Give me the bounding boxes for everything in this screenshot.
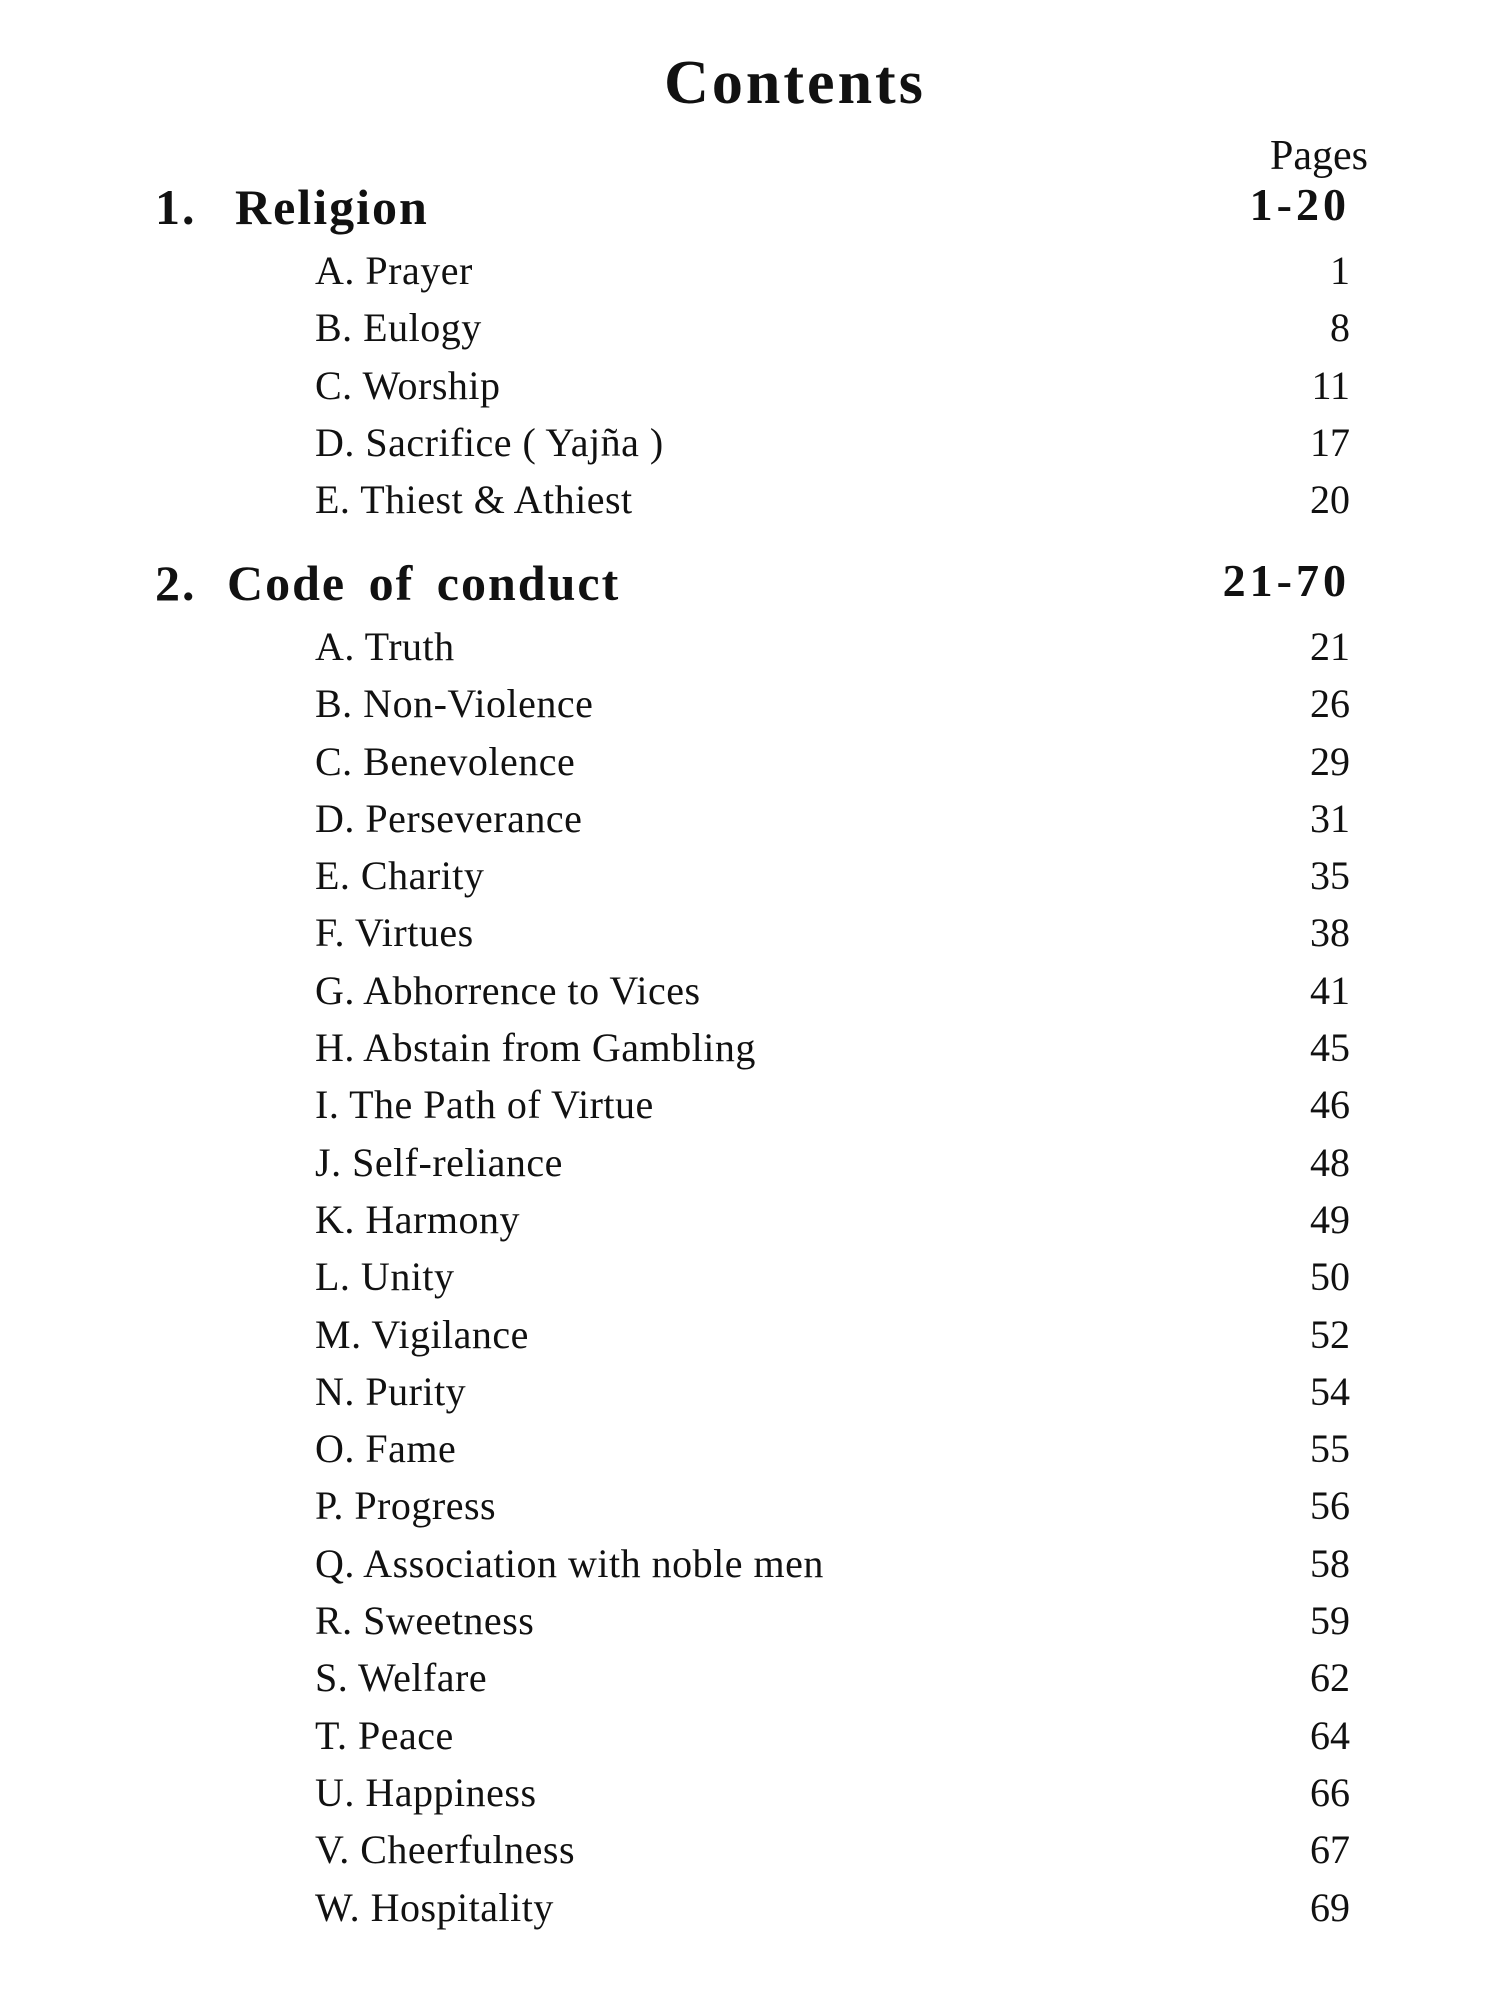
toc-entry: [155, 904, 1350, 961]
toc-entry-label: G. Abhorrence to Vices: [315, 967, 701, 1013]
toc-entry: [155, 1821, 1350, 1878]
toc-entry: [155, 1248, 1350, 1305]
toc-entry: [155, 1019, 1350, 1076]
toc-entry-label: C. Benevolence: [315, 738, 576, 784]
toc-entry-label: D. Sacrifice ( Yajña ): [315, 419, 664, 465]
toc-entry-label: W. Hospitality: [315, 1884, 554, 1930]
toc-entry: [155, 1707, 1350, 1764]
section-code-of-conduct: [155, 554, 1350, 1936]
pages-column-label: Pages: [1270, 133, 1368, 179]
toc-entry-label: I. The Path of Virtue: [315, 1082, 654, 1128]
toc-entry-label: E. Charity: [315, 853, 485, 899]
toc-entry-label: T. Peace: [315, 1712, 454, 1758]
toc-entry: [155, 847, 1350, 904]
toc-entry: [155, 299, 1350, 356]
toc-entry: [155, 1306, 1350, 1363]
toc-entry-label: D. Perseverance: [315, 795, 583, 841]
toc-entry: [155, 1764, 1350, 1821]
toc-entry-page: 59: [1310, 1598, 1350, 1644]
toc-entry: [155, 1191, 1350, 1248]
toc-entry-label: O. Fame: [315, 1426, 457, 1472]
toc-entry-page: 17: [1310, 419, 1350, 465]
toc-entry: [155, 790, 1350, 847]
toc-entry-label: V. Cheerfulness: [315, 1827, 576, 1873]
toc-entry-page: 55: [1310, 1426, 1350, 1472]
toc-entry-page: 56: [1310, 1483, 1350, 1529]
toc-entry-page: 21: [1310, 624, 1350, 669]
toc-entry: [155, 1363, 1350, 1420]
toc-entry: [155, 675, 1350, 732]
toc-entry-page: 26: [1310, 681, 1350, 727]
toc-entry-page: 1: [1330, 248, 1350, 293]
toc-entry-label: B. Eulogy: [315, 305, 482, 351]
toc-entry: [155, 1477, 1350, 1534]
toc-entry-page: 45: [1310, 1025, 1350, 1071]
toc-entry-label: S. Welfare: [315, 1655, 488, 1701]
section-name: Code of conduct: [227, 555, 621, 611]
toc-entry-page: 66: [1310, 1769, 1350, 1815]
section-number: 1.: [155, 179, 197, 235]
toc-entry-label: C. Worship: [315, 362, 501, 408]
section-heading: [155, 554, 1350, 618]
toc-entry-label: B. Non-Violence: [315, 681, 594, 727]
toc-entry-label: F. Virtues: [315, 910, 474, 956]
toc-entry-label: H. Abstain from Gambling: [315, 1025, 756, 1071]
toc-entry-label: A. Truth: [315, 624, 455, 669]
section-religion: [155, 178, 1350, 528]
section-page-range: 21-70: [1222, 555, 1350, 606]
toc-entry-label: J. Self-reliance: [315, 1139, 563, 1185]
toc-entry-page: 54: [1310, 1368, 1350, 1414]
toc-entry-page: 62: [1310, 1655, 1350, 1701]
toc-entry-label: A. Prayer: [315, 248, 473, 293]
toc-entry: [155, 357, 1350, 414]
toc-entry-page: 31: [1310, 795, 1350, 841]
toc-entry-page: 50: [1310, 1254, 1350, 1300]
toc-entry: [155, 242, 1350, 299]
page-title: Contents: [664, 49, 926, 117]
section-page-range: 1-20: [1249, 179, 1350, 230]
toc-entry-label: K. Harmony: [315, 1196, 520, 1242]
toc-entry: [155, 1076, 1350, 1133]
toc-entry: [155, 1592, 1350, 1649]
toc-entry-label: N. Purity: [315, 1368, 467, 1414]
section-items: [155, 242, 1350, 528]
toc-entry: [155, 733, 1350, 790]
toc-entry-page: 46: [1310, 1082, 1350, 1128]
toc-entry-page: 67: [1310, 1827, 1350, 1873]
toc-entry-page: 64: [1310, 1712, 1350, 1758]
toc-entry: [155, 1535, 1350, 1592]
toc-entry-page: 49: [1310, 1196, 1350, 1242]
toc-entry-page: 8: [1330, 305, 1350, 351]
toc-entry: [155, 414, 1350, 471]
toc-entry-label: M. Vigilance: [315, 1311, 529, 1357]
toc-entry-page: 20: [1310, 477, 1350, 523]
toc-entry: [155, 618, 1350, 675]
toc-entry-page: 35: [1310, 853, 1350, 899]
toc-entry-label: E. Thiest & Athiest: [315, 477, 633, 523]
section-name: Religion: [235, 179, 429, 235]
toc-entry-page: 29: [1310, 738, 1350, 784]
toc-entry-label: R. Sweetness: [315, 1598, 535, 1644]
section-heading: [155, 178, 1350, 242]
toc-entry: [155, 1879, 1350, 1936]
toc-entry-page: 38: [1310, 910, 1350, 956]
toc-entry-page: 48: [1310, 1139, 1350, 1185]
toc-entry-label: P. Progress: [315, 1483, 497, 1529]
toc-entry: [155, 1134, 1350, 1191]
section-number: 2.: [155, 555, 197, 611]
toc-entry: [155, 1420, 1350, 1477]
toc-entry-page: 69: [1310, 1884, 1350, 1930]
toc-entry: [155, 471, 1350, 528]
toc-entry-label: U. Happiness: [315, 1769, 537, 1815]
section-items: [155, 618, 1350, 1936]
toc-entry-page: 41: [1310, 967, 1350, 1013]
toc-entry-page: 11: [1311, 362, 1350, 408]
toc-entry-page: 58: [1310, 1540, 1350, 1586]
toc-entry: [155, 1649, 1350, 1706]
toc-entry-label: Q. Association with noble men: [315, 1540, 824, 1586]
toc-entry: [155, 962, 1350, 1019]
toc-entry-page: 52: [1310, 1311, 1350, 1357]
toc-entry-label: L. Unity: [315, 1254, 455, 1300]
